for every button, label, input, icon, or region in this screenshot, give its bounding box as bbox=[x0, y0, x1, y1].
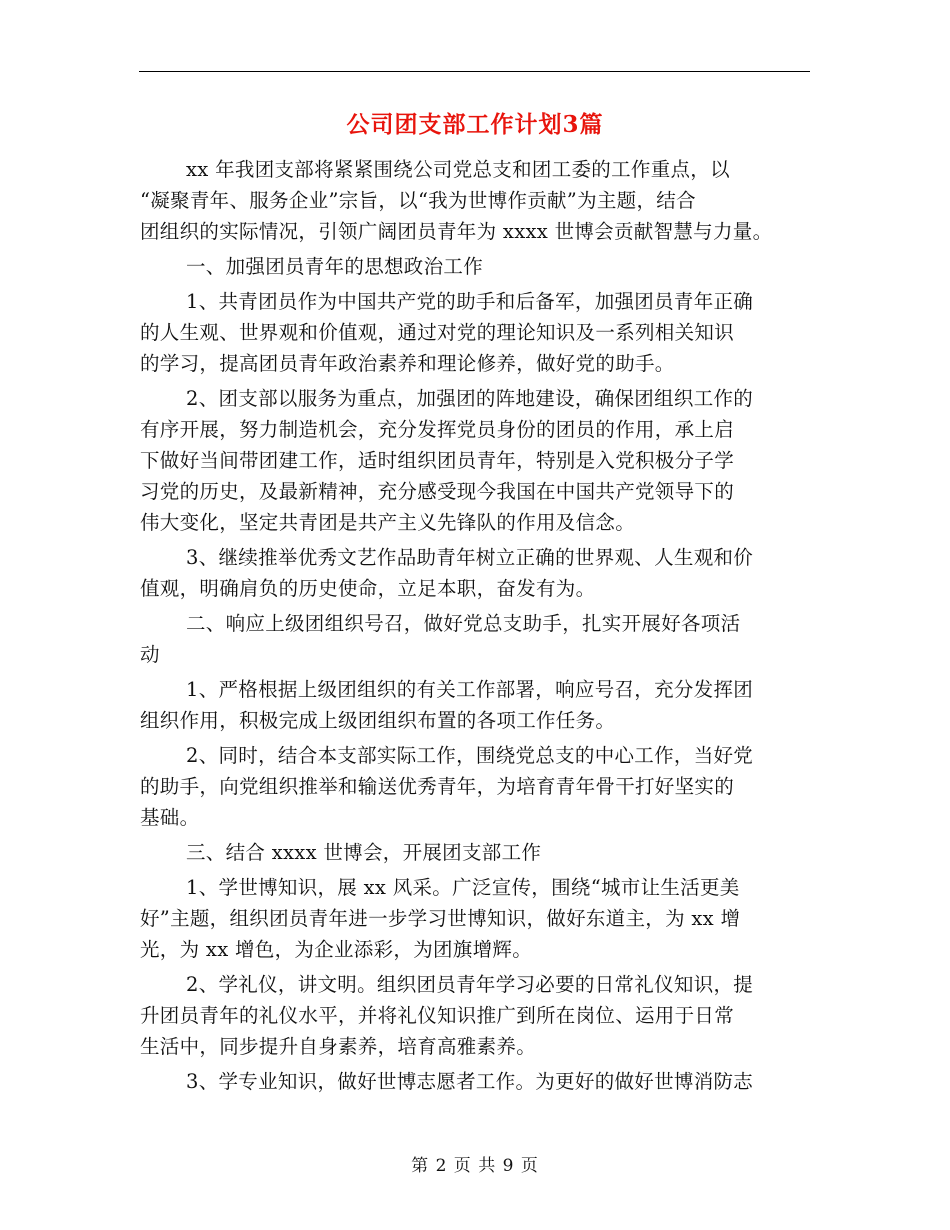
page-number: 第 2 页 共 9 页 bbox=[411, 1156, 539, 1176]
paragraph-line: 的人生观、世界观和价值观，通过对党的理论知识及一系列相关知识 bbox=[140, 321, 735, 344]
paragraph-line: 有序开展，努力制造机会，充分发挥党员身份的团员的作用，承上启 bbox=[140, 418, 735, 441]
paragraph-line: 基础。 bbox=[140, 806, 200, 829]
paragraph-first-line: 1、学世博知识，展 xx 风采。广泛宣传，围绕“城市让生活更美 bbox=[186, 876, 740, 899]
paragraph-first-line: 2、团支部以服务为重点，加强团的阵地建设，确保团组织工作的 bbox=[186, 387, 754, 410]
paragraph-line: 组织作用，积极完成上级团组织布置的各项工作任务。 bbox=[140, 709, 616, 732]
paragraph-first-line: 3、继续推举优秀文艺作品助青年树立正确的世界观、人生观和价 bbox=[186, 546, 754, 569]
paragraph-line: “凝聚青年、服务企业”宗旨，以“我为世博作贡献”为主题，结合 bbox=[140, 189, 696, 212]
paragraph-line: 的助手，向党组织推举和输送优秀青年，为培育青年骨干打好坚实的 bbox=[140, 775, 735, 798]
paragraph-first-line: 2、同时，结合本支部实际工作，围绕党总支的中心工作，当好党 bbox=[186, 744, 754, 767]
paragraph-line: 习党的历史，及最新精神，充分感受现今我国在中国共产党领导下的 bbox=[140, 480, 735, 503]
paragraph-line: 好”主题，组织团员青年进一步学习世博知识，做好东道主，为 xx 增 bbox=[140, 907, 741, 930]
document-body bbox=[140, 154, 830, 1097]
paragraph-first-line: 二、响应上级团组织号召，做好党总支助手，扎实开展好各项活 bbox=[186, 612, 741, 635]
paragraph-line: 升团员青年的礼仪水平，并将礼仪知识推广到所在岗位、运用于日常 bbox=[140, 1004, 735, 1027]
document-title: 公司团支部工作计划3篇 bbox=[346, 111, 604, 138]
paragraph-first-line: 三、结合 xxxx 世博会，开展团支部工作 bbox=[186, 841, 542, 864]
paragraph-line: 生活中，同步提升自身素养，培育高雅素养。 bbox=[140, 1035, 537, 1058]
paragraph-first-line: 一、加强团员青年的思想政治工作 bbox=[186, 255, 484, 278]
paragraph-line: 团组织的实际情况，引领广阔团员青年为 xxxx 世博会贡献智慧与力量。 bbox=[140, 220, 773, 243]
paragraph-line: 下做好当间带团建工作，适时组织团员青年，特别是入党积极分子学 bbox=[140, 449, 735, 472]
paragraph-first-line: 1、严格根据上级团组织的有关工作部署，响应号召，充分发挥团 bbox=[186, 678, 754, 701]
paragraph-line: 伟大变化，坚定共青团是共产主义先锋队的作用及信念。 bbox=[140, 511, 636, 534]
paragraph-line: 光，为 xx 增色，为企业添彩，为团旗增辉。 bbox=[140, 938, 532, 961]
paragraph-line: 值观，明确肩负的历史使命，立足本职，奋发有为。 bbox=[140, 577, 596, 600]
paragraph-first-line: xx 年我团支部将紧紧围绕公司党总支和团工委的工作重点，以 bbox=[186, 158, 730, 181]
paragraph-first-line: 2、学礼仪，讲文明。组织团员青年学习必要的日常礼仪知识，提 bbox=[186, 973, 754, 996]
paragraph-line: 的学习，提高团员青年政治素养和理论修养，做好党的助手。 bbox=[140, 352, 675, 375]
paragraph-first-line: 3、学专业知识，做好世博志愿者工作。为更好的做好世博消防志 bbox=[186, 1070, 754, 1093]
paragraph-line: 动 bbox=[140, 643, 160, 666]
header-rule bbox=[139, 71, 810, 72]
paragraph-first-line: 1、共青团员作为中国共产党的助手和后备军，加强团员青年正确 bbox=[186, 290, 754, 313]
